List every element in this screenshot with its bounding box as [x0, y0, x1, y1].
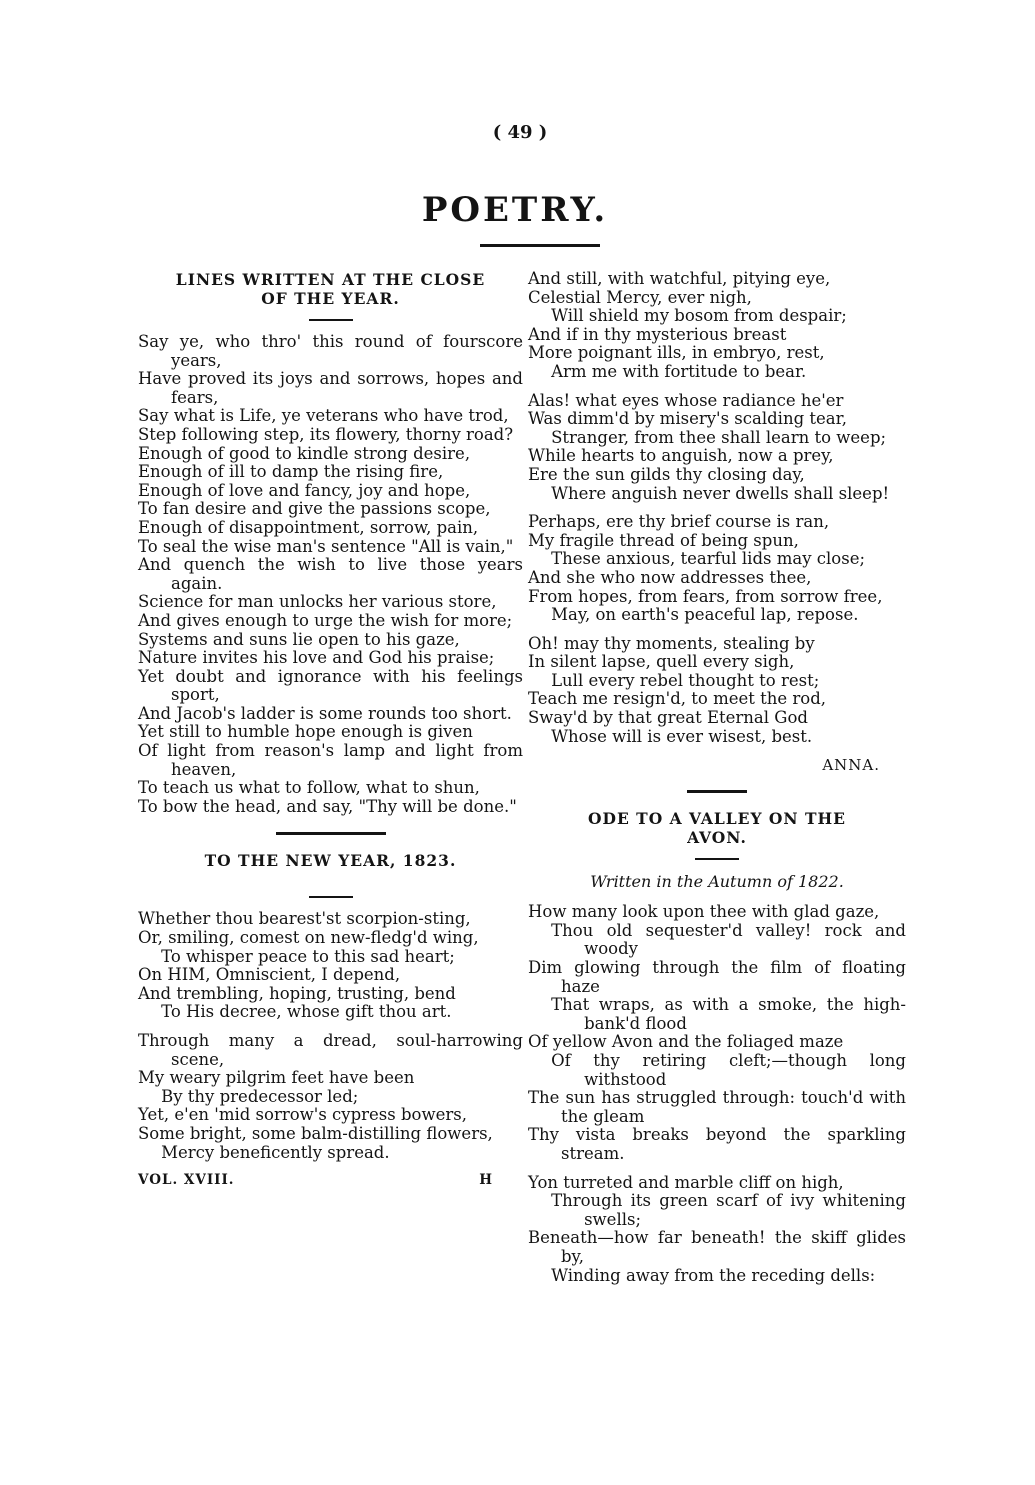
poem2-signature: ANNA. [822, 756, 880, 775]
poem-line: Yet doubt and ignorance with his feelings sport, [138, 666, 523, 705]
stanza [528, 513, 906, 625]
poem3-body [528, 903, 906, 1285]
poem-line: While hearts to anguish, now a prey, [528, 446, 834, 466]
poem-line: Where anguish never dwells shall sleep! [551, 483, 890, 503]
poem-line: Whether thou bearest'st scorpion-sting, [138, 909, 471, 929]
poem-line: These anxious, tearful lids may close; [551, 549, 866, 569]
poem-line: And trembling, hoping, trusting, bend [138, 983, 456, 1003]
poem1-title [138, 270, 523, 308]
poem-line: On HIM, Omniscient, I depend, [138, 965, 401, 985]
poem-line: Perhaps, ere thy brief course is ran, [528, 512, 830, 532]
poem-line: Celestial Mercy, ever nigh, [528, 287, 752, 307]
poem-line: And Jacob's ladder is some rounds too short. [138, 703, 512, 723]
poem-line: Winding away from the receding dells: [551, 1265, 876, 1285]
poem-line: May, on earth's peaceful lap, repose. [551, 605, 859, 625]
stanza [528, 392, 906, 504]
poem-line: Ere the sun gilds thy closing day, [528, 464, 805, 484]
poem3-title-line1: ODE TO A VALLEY ON THE [588, 809, 846, 829]
poem-line: By thy predecessor led; [161, 1086, 359, 1106]
poem-line: To seal the wise man's sentence "All is vain," [138, 536, 514, 556]
poem-line: To His decree, whose gift thou art. [161, 1002, 452, 1022]
poem-line: And if in thy mysterious breast [528, 324, 787, 344]
poem-line: Some bright, some balm-distilling flowers, [138, 1123, 493, 1143]
poem-line: Alas! what eyes whose radiance he'er [528, 390, 844, 410]
poem-line: Say ye, who thro' this round of fourscore years, [138, 332, 523, 370]
poem-line: Step following step, its flowery, thorny road? [138, 424, 514, 444]
poem2-continuation [528, 270, 906, 746]
poem-line: My weary pilgrim feet have been [138, 1068, 415, 1088]
poem-line: Yon turreted and marble cliff on high, [528, 1172, 844, 1192]
poem-line: Through many a dread, soul-harrowing scene, [138, 1031, 523, 1069]
poem-line: Nature invites his love and God his praise; [138, 648, 495, 668]
poem-line: Stranger, from thee shall learn to weep; [551, 427, 887, 447]
poem-line: How many look upon thee with glad gaze, [528, 902, 880, 922]
poem-line: Teach me resign'd, to meet the rod, [528, 689, 827, 709]
poem3-rule [695, 858, 739, 860]
volume-label: VOL. XVIII. [138, 1172, 235, 1189]
poem-line: To bow the head, and say, "Thy will be done." [138, 796, 517, 816]
signature-mark: H [479, 1172, 493, 1189]
poem-line: To whisper peace to this sad heart; [161, 946, 455, 966]
poem-line: Science for man unlocks her various store, [138, 592, 497, 612]
poem-line: Or, smiling, comest on new-fledg'd wing, [138, 928, 479, 948]
poem-line: In silent lapse, quell every sigh, [528, 652, 795, 672]
poem-line: Will shield my bosom from despair; [551, 306, 847, 326]
left-column [138, 270, 523, 1188]
poem-line: Of thy retiring cleft;—though long withstood [551, 1051, 906, 1089]
stanza [138, 1032, 523, 1162]
stanza [138, 910, 523, 1022]
poem-line: Of yellow Avon and the foliaged maze [528, 1032, 844, 1052]
stanza [528, 635, 906, 747]
poem-line: Arm me with fortitude to bear. [551, 361, 807, 381]
poem1-rule [309, 319, 353, 321]
poem-line: Yet, e'en 'mid sorrow's cypress bowers, [138, 1105, 467, 1125]
poem-line: Yet still to humble hope enough is given [138, 722, 473, 742]
poem-line: Beneath—how far beneath! the skiff glides by, [528, 1228, 906, 1266]
poem-line: Say what is Life, ye veterans who have trod, [138, 406, 509, 426]
section-title: POETRY. [421, 190, 609, 230]
poem1-body [138, 333, 523, 816]
poem2-rule [309, 896, 353, 898]
poem-line: And quench the wish to live those years again. [138, 555, 523, 593]
page-number: ( 49 ) [492, 122, 548, 143]
poem-line: From hopes, from fears, from sorrow free, [528, 586, 883, 606]
right-column [528, 270, 906, 1295]
poem-line: Systems and suns lie open to his gaze, [138, 629, 460, 649]
poem-line: Enough of good to kindle strong desire, [138, 443, 471, 463]
poem2-body [138, 910, 523, 1162]
poem-line: Have proved its joys and sorrows, hopes and fears, [138, 369, 523, 407]
poem-line: Enough of disappointment, sorrow, pain, [138, 517, 479, 537]
poem-line: Was dimm'd by misery's scalding tear, [528, 409, 847, 429]
poem-line: Sway'd by that great Eternal God [528, 708, 808, 728]
footer [138, 1172, 523, 1188]
poem-line: And she who now addresses thee, [528, 567, 812, 587]
poem-line: And still, with watchful, pitying eye, [528, 269, 831, 288]
poem-line: Through its green scarf of ivy whitening swells; [551, 1191, 906, 1229]
poem-line: Dim glowing through the film of floating haze [528, 958, 906, 996]
poem-line: More poignant ills, in embryo, rest, [528, 343, 825, 363]
poem-line: Thy vista breaks beyond the sparkling stream. [528, 1125, 906, 1163]
poem1-title-line2: OF THE YEAR. [261, 289, 400, 308]
poem-line: And gives enough to urge the wish for more; [138, 610, 513, 630]
stanza [528, 903, 906, 1163]
poem-line: Enough of love and fancy, joy and hope, [138, 480, 471, 500]
poem-line: Oh! may thy moments, stealing by [528, 633, 815, 653]
separator-rule [276, 832, 386, 835]
poem-line: To teach us what to follow, what to shun, [138, 778, 480, 798]
poem-line: That wraps, as with a smoke, the high-bank'd flood [551, 995, 906, 1033]
poem-line: Enough of ill to damp the rising fire, [138, 462, 444, 482]
poem-line: To fan desire and give the passions scope, [138, 499, 491, 519]
poem1-title-line1: LINES WRITTEN AT THE CLOSE [175, 270, 486, 289]
poem3-title [528, 809, 906, 847]
poem-line: Mercy beneficently spread. [161, 1142, 390, 1162]
poem-line: Whose will is ever wisest, best. [551, 726, 813, 746]
poem-line: The sun has struggled through: touch'd with the gleam [528, 1088, 906, 1126]
poem-line: Of light from reason's lamp and light from heaven, [138, 741, 523, 779]
poem2-title: TO THE NEW YEAR, 1823. [204, 851, 457, 871]
stanza [528, 1174, 906, 1286]
poem-line: Lull every rebel thought to rest; [551, 670, 820, 690]
poem-line: My fragile thread of being spun, [528, 530, 799, 550]
poem-line: Thou old sequester'd valley! rock and woody [551, 920, 906, 959]
poem3-title-line2: AVON. [687, 828, 747, 848]
stanza [528, 270, 906, 382]
title-rule [480, 244, 600, 247]
separator-rule-2 [687, 790, 747, 793]
poem3-subtitle: Written in the Autumn of 1822. [590, 872, 844, 892]
